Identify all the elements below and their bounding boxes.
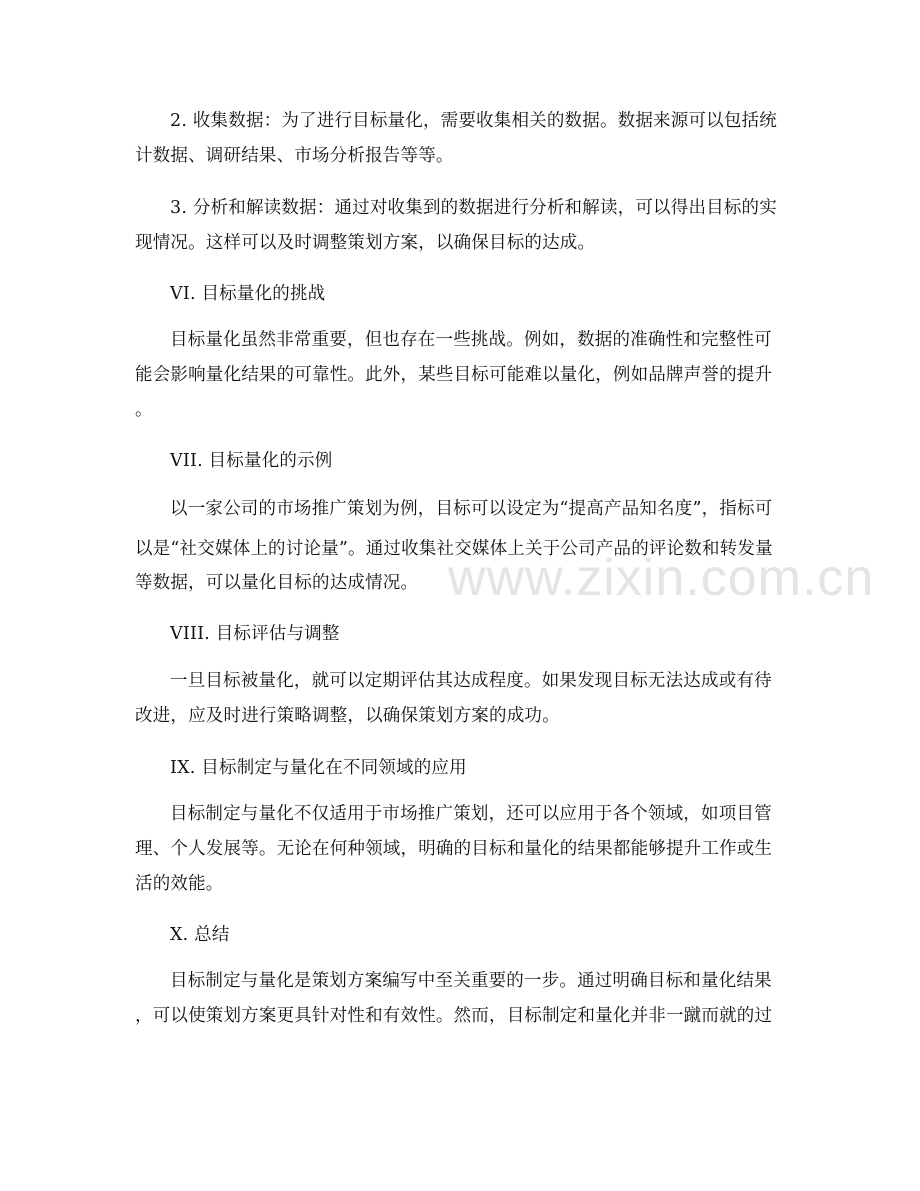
paragraph-line: 等数据，可以量化目标的达成情况。 — [135, 573, 419, 593]
section-heading: IX. 目标制定与量化在不同领域的应用 — [170, 758, 467, 778]
watermark: www.zixin.com.cn — [448, 549, 875, 607]
section-heading: VIII. 目标评估与调整 — [170, 624, 340, 644]
paragraph-line: 能会影响量化结果的可靠性。此外，某些目标可能难以量化，例如品牌声誉的提升 — [135, 365, 773, 385]
paragraph-line: 以是“社交媒体上的讨论量”。通过收集社交媒体上关于公司产品的评论数和转发量 — [135, 539, 773, 559]
paragraph-line: 2. 收集数据：为了进行目标量化，需要收集相关的数据。数据来源可以包括统 — [170, 111, 777, 131]
paragraph-line: 现情况。这样可以及时调整策划方案，以确保目标的达成。 — [135, 233, 596, 253]
paragraph-line: ，可以使策划方案更具针对性和有效性。然而，目标制定和量化并非一蹴而就的过 — [135, 1006, 773, 1026]
paragraph-line: 活的效能。 — [135, 874, 224, 894]
paragraph-line: 3. 分析和解读数据：通过对收集到的数据进行分析和解读，可以得出目标的实 — [170, 198, 777, 218]
paragraph-line: 。 — [135, 400, 153, 420]
paragraph-line: 计数据、调研结果、市场分析报告等等。 — [135, 146, 454, 166]
paragraph-line: 一旦目标被量化，就可以定期评估其达成程度。如果发现目标无法达成或有待 — [170, 671, 772, 691]
paragraph-line: 理、个人发展等。无论在何种领域，明确的目标和量化的结果都能够提升工作或生 — [135, 839, 773, 859]
section-heading: X. 总结 — [170, 925, 230, 945]
paragraph-line: 目标量化虽然非常重要，但也存在一些挑战。例如，数据的准确性和完整性可 — [170, 330, 772, 350]
section-heading: VII. 目标量化的示例 — [170, 451, 333, 471]
paragraph-line: 目标制定与量化是策划方案编写中至关重要的一步。通过明确目标和量化结果 — [170, 971, 772, 991]
paragraph-line: 以一家公司的市场推广策划为例，目标可以设定为“提高产品知名度”，指标可 — [170, 499, 773, 519]
paragraph-line: 改进，应及时进行策略调整，以确保策划方案的成功。 — [135, 706, 560, 726]
section-heading: VI. 目标量化的挑战 — [170, 284, 326, 304]
paragraph-line: 目标制定与量化不仅适用于市场推广策划，还可以应用于各个领域，如项目管 — [170, 804, 772, 824]
